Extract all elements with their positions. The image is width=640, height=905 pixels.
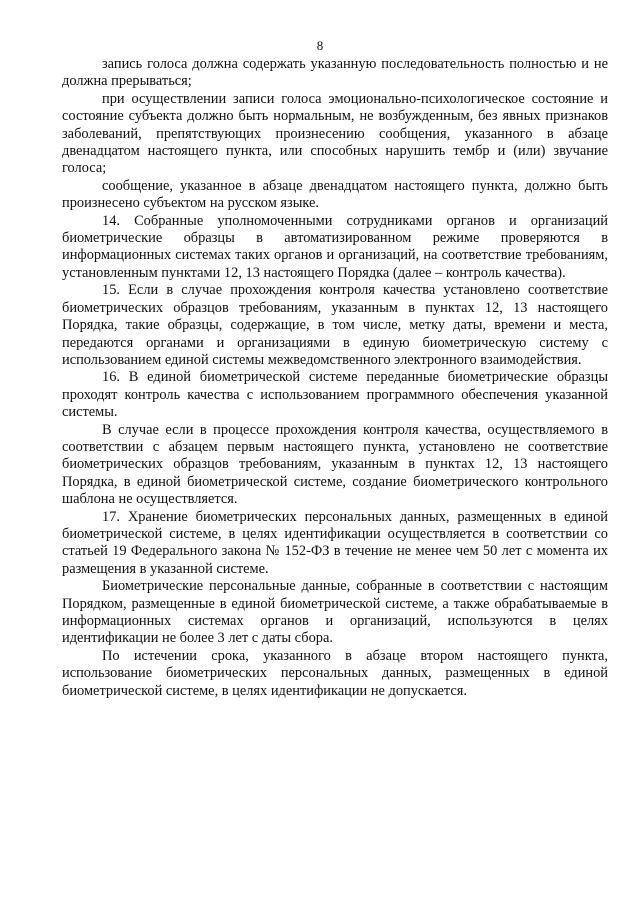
paragraph-voice-sequence: запись голоса должна содержать указанную последовательность полностью и не должна прерываться; xyxy=(62,56,608,90)
document-body xyxy=(62,56,608,700)
paragraph-item-15: 15. Если в случае прохождения контроля качества установлено соответствие биометрических образцов требованиям, указанным в пунктах 12, 13 настоящего Порядка, такие образцы, содержащие, в том числе, метку даты, времени и места, передаются органами и организациями в единую биометрическую систему с использованием единой системы межведомственного электронного взаимодействия. xyxy=(62,282,608,368)
paragraph-item-17: 17. Хранение биометрических персональных данных, размещенных в единой биометрической системе, в целях идентификации осуществляется в соответствии со статьей 19 Федерального закона № 152-ФЗ в течение не менее чем 50 лет с момента их размещения в указанной системе. xyxy=(62,508,608,577)
paragraph-item-17-usage: Биометрические персональные данные, собранные в соответствии с настоящим Порядком, размещенные в единой биометрической системе, а также обрабатываемые в информационных системах органов и организаций, используются в целях идентификации не более 3 лет с даты сбора. xyxy=(62,578,608,647)
paragraph-item-17-expiry: По истечении срока, указанного в абзаце втором настоящего пункта, использование биометрических персональных данных, размещенных в единой биометрической системе, в целях идентификации не допускается. xyxy=(62,647,608,699)
paragraph-item-14: 14. Собранные уполномоченными сотрудниками органов и организаций биометрические образцы в автоматизированном режиме проверяются в информационных системах таких органов и организаций, на соответствие требованиям, установленным пунктами 12, 13 настоящего Порядка (далее – контроль качества). xyxy=(62,212,608,281)
paragraph-item-16-nonconformity: В случае если в процессе прохождения контроля качества, осуществляемого в соответствии с абзацем первым настоящего пункта, установлено не соответствие биометрических образцов требованиям, указанным в пунктах 12, 13 настоящего Порядка, в единой биометрической системе, создание биометрического контрольного шаблона не осуществляется. xyxy=(62,421,608,508)
paragraph-voice-state: при осуществлении записи голоса эмоционально-психологическое состояние и состояние субъекта должно быть нормальным, не возбужденным, без явных признаков заболеваний, препятствующих произнесению сообщения, указанного в абзаце двенадцатом настоящего пункта, или способных нарушить тембр и (или) звучание голоса; xyxy=(62,90,608,177)
paragraph-voice-language: сообщение, указанное в абзаце двенадцатом настоящего пункта, должно быть произнесено субъектом на русском языке. xyxy=(62,177,608,212)
page-number: 8 xyxy=(316,38,324,53)
paragraph-item-16: 16. В единой биометрической системе переданные биометрические образцы проходят контроль качества с использованием программного обеспечения указанной системы. xyxy=(62,369,608,421)
